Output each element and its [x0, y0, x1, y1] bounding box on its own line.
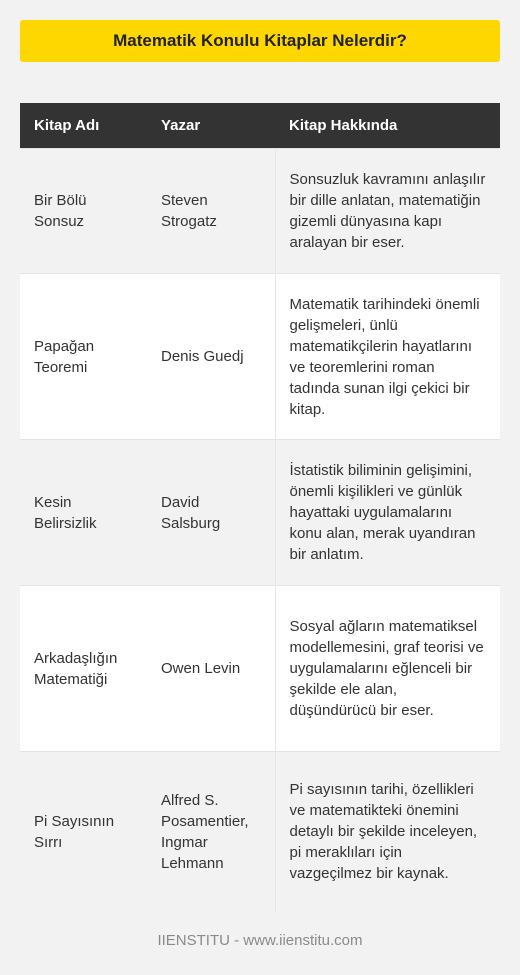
author-cell: Denis Guedj: [147, 274, 275, 440]
book-title-cell: Arkadaşlığın Matematiği: [20, 586, 147, 752]
page-title: Matematik Konulu Kitaplar Nelerdir?: [20, 20, 500, 62]
table-row: [20, 274, 500, 440]
book-title-cell: Kesin Belirsizlik: [20, 440, 147, 586]
table-header-row: [20, 103, 500, 149]
table-row: [20, 586, 500, 752]
description-cell: Sosyal ağların matematiksel modellemesini, graf teorisi ve uygulamalarını eğlenceli bir şekilde ele alan, düşündürücü bir eser.: [275, 586, 500, 752]
author-cell: David Salsburg: [147, 440, 275, 586]
footer-credit: IIENSTITU - www.iienstitu.com: [157, 932, 363, 949]
description-cell: Pi sayısının tarihi, özellikleri ve matematikteki önemini detaylı bir şekilde inceleyen, pi meraklıları için vazgeçilmez bir kaynak.: [275, 752, 500, 912]
description-cell: İstatistik biliminin gelişimini, önemli kişilikleri ve günlük hayattaki uygulamalarını konu alan, merak uyandıran bir anlatım.: [275, 440, 500, 586]
table-row: [20, 440, 500, 586]
table-row: [20, 752, 500, 912]
author-cell: Alfred S. Posamentier, Ingmar Lehmann: [147, 752, 275, 912]
column-header-about: Kitap Hakkında: [275, 103, 500, 149]
books-table: [20, 103, 500, 912]
author-cell: Steven Strogatz: [147, 149, 275, 274]
book-title-cell: Pi Sayısının Sırrı: [20, 752, 147, 912]
table-row: [20, 149, 500, 274]
book-title-cell: Bir Bölü Sonsuz: [20, 149, 147, 274]
description-cell: Sonsuzluk kavramını anlaşılır bir dille anlatan, matematiğin gizemli dünyasına kapı aralayan bir eser.: [275, 149, 500, 274]
column-header-book: Kitap Adı: [20, 103, 147, 149]
description-cell: Matematik tarihindeki önemli gelişmeleri, ünlü matematikçilerin hayatlarını ve teoremlerini roman tadında sunan ilgi çekici bir kitap.: [275, 274, 500, 440]
book-title-cell: Papağan Teoremi: [20, 274, 147, 440]
author-cell: Owen Levin: [147, 586, 275, 752]
column-header-author: Yazar: [147, 103, 275, 149]
